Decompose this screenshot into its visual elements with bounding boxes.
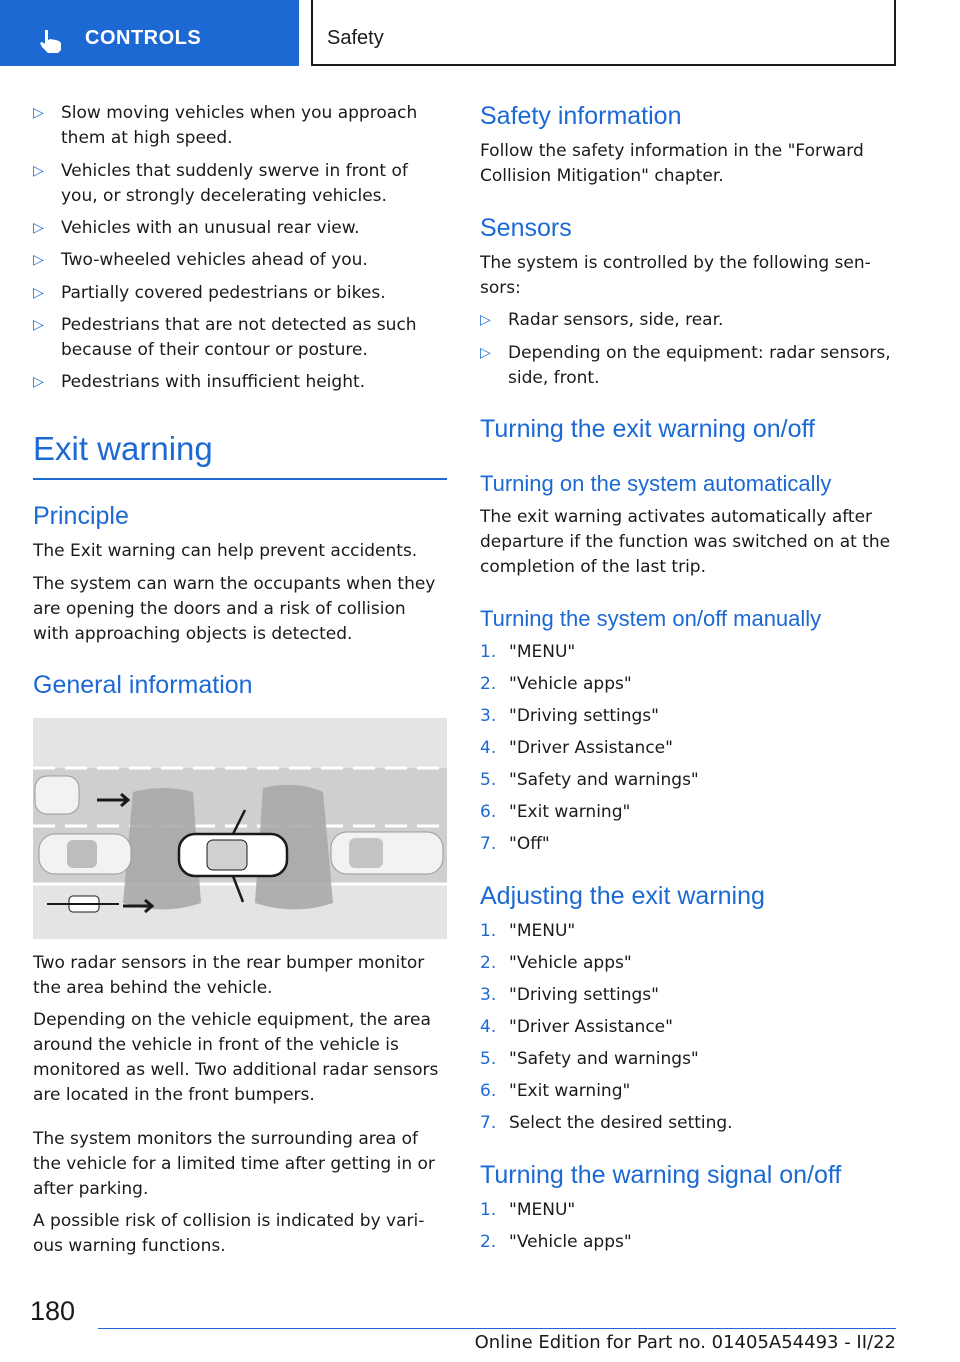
bullet-triangle-icon: ▷ [33, 220, 44, 236]
chapter-header [311, 0, 896, 66]
step-number: 7. [480, 1113, 497, 1133]
step-number: 2. [480, 1232, 497, 1252]
paragraph: Two radar sensors in the rear bumper monitor the area behind the vehicle. [33, 953, 425, 998]
step-number: 2. [480, 953, 497, 973]
step-text: "Vehicle apps" [509, 953, 632, 973]
step-number: 3. [480, 706, 497, 726]
bullet-triangle-icon: ▷ [33, 374, 44, 390]
step-number: 6. [480, 1081, 497, 1101]
safety-information-heading: Safety information [480, 102, 682, 130]
step-text: "Safety and warnings" [509, 770, 699, 790]
step-text: "Driving settings" [509, 706, 659, 726]
step-number: 5. [480, 1049, 497, 1069]
paragraph: Depending on the vehicle equipment, the area around the vehicle in front of the vehicle is monitored as well. Two additional radar sensors are located in the front bumpers. [33, 1010, 439, 1105]
step-number: 6. [480, 802, 497, 822]
principle-heading: Principle [33, 502, 129, 530]
bullet-triangle-icon: ▷ [33, 163, 44, 179]
paragraph: The system is controlled by the following sensors: [480, 253, 871, 298]
car-left-icon [39, 834, 131, 874]
chapter-title: Safety [327, 27, 384, 49]
section-label: CONTROLS [85, 27, 202, 49]
step-text: "Driving settings" [509, 985, 659, 1005]
paragraph: The system can warn the occupants when they are opening the doors and a risk of collision with approaching objects is detected. [33, 574, 436, 644]
step-text: "Exit warning" [509, 1081, 631, 1101]
turning-on-automatically-heading: Turning on the system automatically [480, 471, 832, 496]
bullet-triangle-icon: ▷ [480, 345, 491, 361]
adjusting-exit-warning-heading: Adjusting the exit warning [480, 882, 765, 910]
warning-signal-heading: Turning the warning signal on/off [480, 1161, 842, 1189]
bullet-triangle-icon: ▷ [480, 312, 491, 328]
step-number: 2. [480, 674, 497, 694]
turning-on-off-manually-heading: Turning the system on/off manually [480, 606, 822, 631]
section-tab [0, 0, 299, 66]
page-number: 180 [30, 1296, 76, 1326]
bullet-triangle-icon: ▷ [33, 105, 44, 121]
step-text: "Driver Assistance" [509, 1017, 673, 1037]
chapter-heading: Exit warning [33, 430, 213, 467]
step-number: 1. [480, 921, 497, 941]
heading-rule [33, 478, 447, 480]
step-text: "Off" [509, 834, 550, 854]
car-right-icon [331, 832, 443, 874]
step-text: "Driver Assistance" [509, 738, 673, 758]
general-information-heading: General information [33, 671, 253, 699]
paragraph: The system monitors the surrounding area of the vehicle for a limited time after getting in or after parking. [33, 1129, 435, 1199]
step-text: "Vehicle apps" [509, 674, 632, 694]
exit-warning-diagram [33, 718, 447, 939]
footer-text: Online Edition for Part no. 01405A54493 - II/22 [474, 1332, 896, 1353]
step-number: 3. [480, 985, 497, 1005]
step-text: "MENU" [509, 642, 576, 662]
paragraph: The Exit warning can help prevent accidents. [33, 541, 418, 561]
step-number: 1. [480, 642, 497, 662]
paragraph: The exit warning activates automatically after departure if the function was switched on at the completion of the last trip. [480, 507, 891, 577]
step-text: Select the desired setting. [509, 1113, 733, 1133]
step-text: "MENU" [509, 921, 576, 941]
car-rear-left-icon [35, 776, 79, 814]
step-number: 4. [480, 1017, 497, 1037]
pointing-hand-icon [36, 28, 66, 54]
step-text: "Vehicle apps" [509, 1232, 632, 1252]
footer-rule [98, 1328, 896, 1329]
step-number: 1. [480, 1200, 497, 1220]
step-number: 4. [480, 738, 497, 758]
sensors-heading: Sensors [480, 214, 572, 242]
bullet-triangle-icon: ▷ [33, 285, 44, 301]
step-text: "Exit warning" [509, 802, 631, 822]
exit-warning-illustration [33, 718, 447, 939]
step-number: 5. [480, 770, 497, 790]
step-text: "Safety and warnings" [509, 1049, 699, 1069]
step-text: "MENU" [509, 1200, 576, 1220]
paragraph: A possible risk of collision is indicated by various warning functions. [33, 1211, 425, 1256]
bullet-triangle-icon: ▷ [33, 317, 44, 333]
bullet-triangle-icon: ▷ [33, 252, 44, 268]
turning-exit-warning-heading: Turning the exit warning on/off [480, 415, 815, 443]
step-number: 7. [480, 834, 497, 854]
paragraph: Follow the safety information in the "Forward Collision Mitigation" chapter. [480, 141, 864, 186]
